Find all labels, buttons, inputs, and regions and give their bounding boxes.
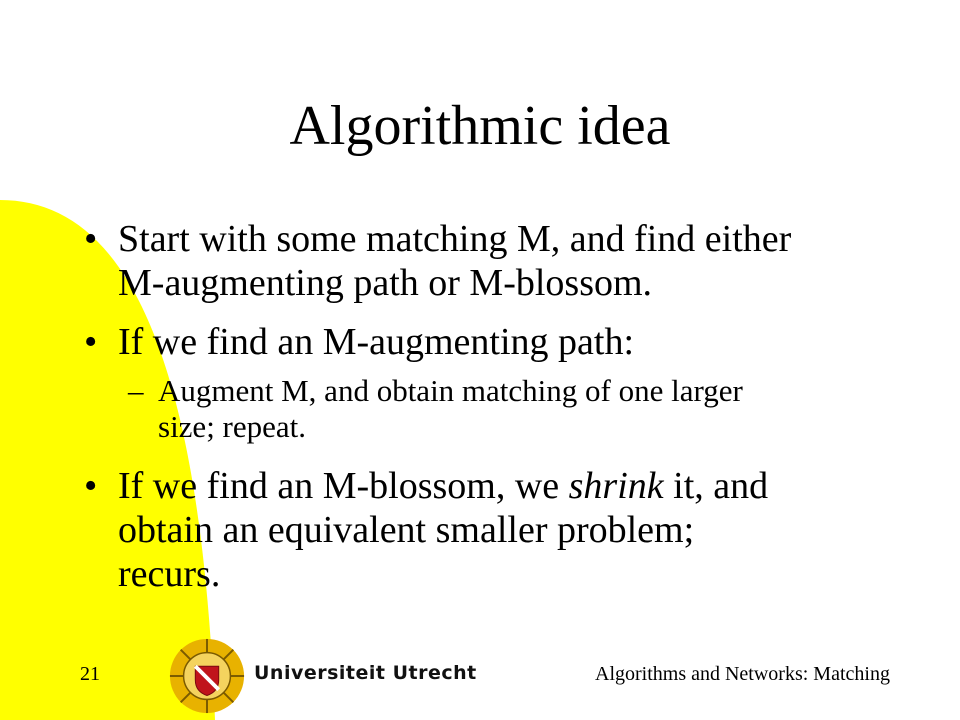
university-seal-icon: [168, 637, 246, 715]
university-name: Universiteit Utrecht: [254, 662, 477, 684]
slide-title: Algorithmic idea: [289, 95, 671, 157]
course-title: Algorithms and Networks: Matching: [595, 663, 890, 685]
bullet-icon: •: [84, 321, 98, 363]
bullet-text: Start with some matching M, and find either M-augmenting path or M-blossom.: [118, 218, 792, 304]
emphasis-word: shrink: [568, 465, 664, 507]
page-number: 21: [80, 663, 100, 685]
bullet-text: If we find an M-blossom, we shrink it, and obtain an equivalent smaller problem; recurs.: [118, 465, 769, 595]
sub-bullet-text: Augment M, and obtain matching of one larger size; repeat.: [158, 373, 743, 444]
bullet-text: If we find an M-augmenting path:: [118, 321, 635, 363]
bullet-icon: •: [84, 218, 98, 260]
bullet-icon: •: [84, 465, 98, 507]
dash-icon: –: [128, 373, 144, 408]
